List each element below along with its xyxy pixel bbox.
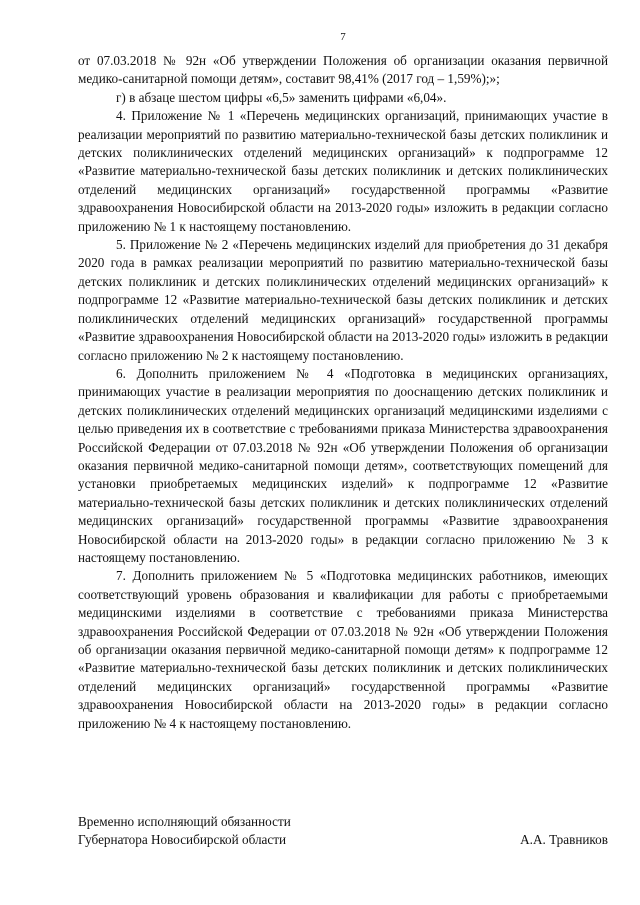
signature-line <box>78 831 608 849</box>
paragraph-item-7: 7. Дополнить приложением № 5 «Подготовка медицинских работников, имеющих соответствующий уровень образования и квалификации для работы с приобретаемыми медицинскими изделиями в соответствие с требованиями приказа Министерства здравоохранения Российской Федерации от 07.03.2018 № 92н «Об утверждении Положения об организации оказания первичной медико-санитарной помощи детям» к подпрограмме 12 «Развитие материально-технической базы детских поликлиник и детских поликлинических отделений медицинских организаций» государственной программы «Развитие здравоохранения Новосибирской области на 2013-2020 годы» в редакции согласно приложению № 4 к настоящему постановлению. <box>78 568 608 731</box>
document-page <box>78 30 608 733</box>
paragraph-item-5: 5. Приложение № 2 «Перечень медицинских изделий для приобретения до 31 декабря 2020 года в рамках реализации мероприятий по развитию материально-технической базы детских поликлиник и детских поликлинических отделений медицинских организаций» к подпрограмме 12 «Развитие материально-технической базы детских поликлиник и детских поликлинических отделений медицинских организаций» государственной программы «Развитие здравоохранения Новосибирской области на 2013-2020 годы» изложить в редакции согласно приложению № 2 к настоящему постановлению. <box>78 237 608 363</box>
signature-position-line-1: Временно исполняющий обязанности <box>78 814 291 829</box>
paragraph-item-4: 4. Приложение № 1 «Перечень медицинских организаций, принимающих участие в реализации мероприятий по развитию материально-технической базы детских поликлиник и детских поликлинических отделений медицинских организаций» к подпрограмме 12 «Развитие материально-технической базы детских поликлиник и детских поликлинических отделений медицинских организаций» государственной программы «Развитие здравоохранения Новосибирской области на 2013-2020 годы» изложить в редакции согласно приложению № 1 к настоящему постановлению. <box>78 108 608 234</box>
signature-block <box>78 813 608 850</box>
paragraph-subitem-g: г) в абзаце шестом цифры «6,5» заменить цифрами «6,04». <box>116 89 447 105</box>
page-number: 7 <box>340 31 346 43</box>
signature-position-line-2: Губернатора Новосибирской области <box>78 832 287 848</box>
paragraph-continuation: от 07.03.2018 № 92н «Об утверждении Положения об организации оказания первичной медико-санитарной помощи детям», составит 98,41% (2017 год – 1,59%);»; <box>78 53 608 87</box>
paragraph-item-6: 6. Дополнить приложением № 4 «Подготовка в медицинских организациях, принимающих участие в реализации мероприятия по дооснащению детских поликлиник и детских поликлинических отделений медицинских организаций медицинскими изделиями с целью приведения их в соответствие с требованиями приказа Министерства здравоохранения Российской Федерации от 07.03.2018 № 92н «Об утверждении Положения об организации оказания первичной медико-санитарной помощи детям», соответствующих помещений для установки приобретаемых медицинских изделий» к подпрограмме 12 «Развитие материально-технической базы детских поликлиник и детских поликлинических отделений медицинских организаций» государственной программы «Развитие здравоохранения Новосибирской области на 2013-2020 годы» в редакции согласно приложению № 3 к настоящему постановлению. <box>78 365 608 565</box>
signatory-name: А.А. Травников <box>520 832 608 848</box>
